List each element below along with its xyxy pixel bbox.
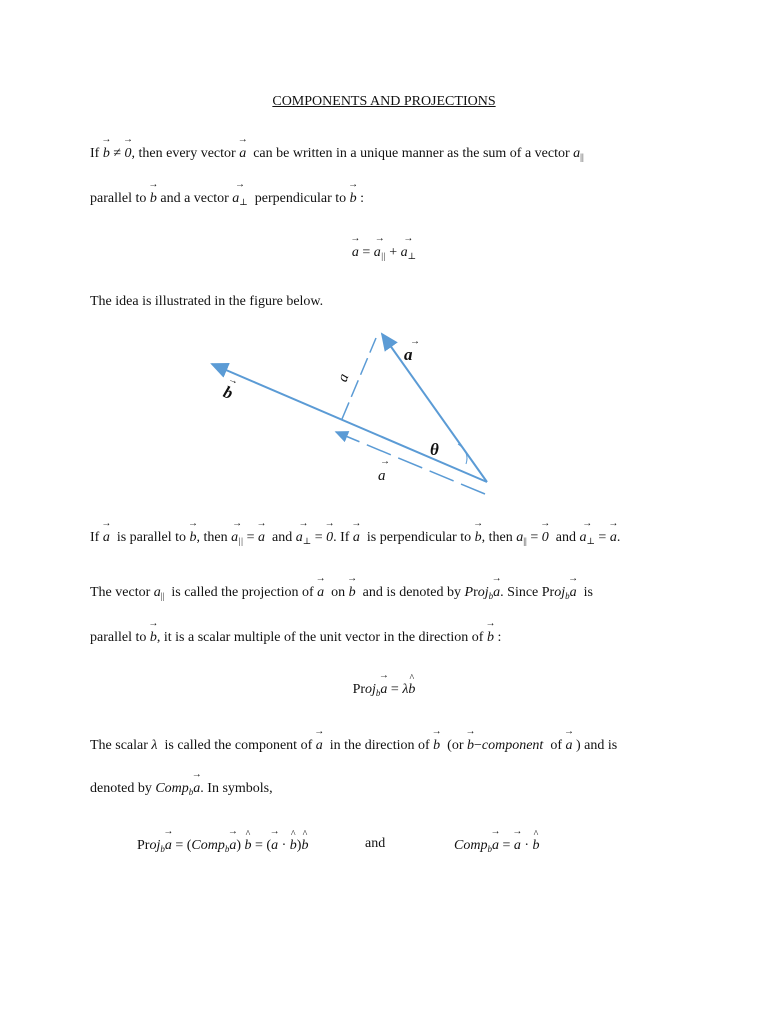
paragraph-parallel-perp: parallel to → b and a vector → $a_\perp$ perpendicular to → b : xyxy=(90,189,364,208)
label-a-perp: a xyxy=(334,371,353,385)
paragraph-special-cases: If → a is parallel to → b, then → $a_{||}$ = → a and → $a_\perp$ = → 0. If → a is perpendicular to → b, then $a_{||}$ = → 0 and → $a_\perp$ = → a. xyxy=(90,528,620,547)
label-b: b xyxy=(220,382,236,403)
svg-text:→: → xyxy=(226,373,240,388)
paragraph-projection-def: The vector $a_{||}$ is called the projection of → a on → b and is denoted by Proj$_b$→ a. Since Proj$_b$→ a is xyxy=(90,583,593,601)
svg-text:→: → xyxy=(380,456,390,467)
equation-component: Comp$_b$→ a = → a · ^ b xyxy=(454,836,540,854)
page-title: COMPONENTS AND PROJECTIONS xyxy=(272,94,496,109)
equation-decomposition: → a = → $a_{||}$ + → $a_\perp$ xyxy=(0,243,768,262)
label-a: a xyxy=(404,345,413,364)
svg-text:→: → xyxy=(410,336,420,347)
equation-projection-lambda: Proj$_b$→ a = λ^ b xyxy=(0,680,768,698)
angle-arc xyxy=(458,444,467,464)
label-a-par: a xyxy=(378,468,386,484)
paragraph-component-def: The scalar λ is called the component of → a in the direction of → b (or → b−component of → a ) and is xyxy=(90,736,617,754)
paragraph-figure-intro: The idea is illustrated in the figure below. xyxy=(90,294,324,309)
projection-figure xyxy=(200,322,510,497)
paragraph-intro: If → b ≠ → 0, then every vector → a can be written in a unique manner as the sum of a vector $a_{||}$ xyxy=(90,144,584,162)
paragraph-scalar-multiple: parallel to → b, it is a scalar multiple of the unit vector in the direction of → b : xyxy=(90,628,501,646)
label-theta: θ xyxy=(430,440,439,459)
equation-projection-comp: Proj$_b$→ a = (Comp$_b$→ a) ^ b = (→ a · ^ b)^ b xyxy=(137,836,308,854)
formula-and: and xyxy=(365,836,386,851)
paragraph-comp-notation: denoted by Comp$_b$→ a. In symbols, xyxy=(90,779,273,797)
projection-line xyxy=(336,432,485,494)
